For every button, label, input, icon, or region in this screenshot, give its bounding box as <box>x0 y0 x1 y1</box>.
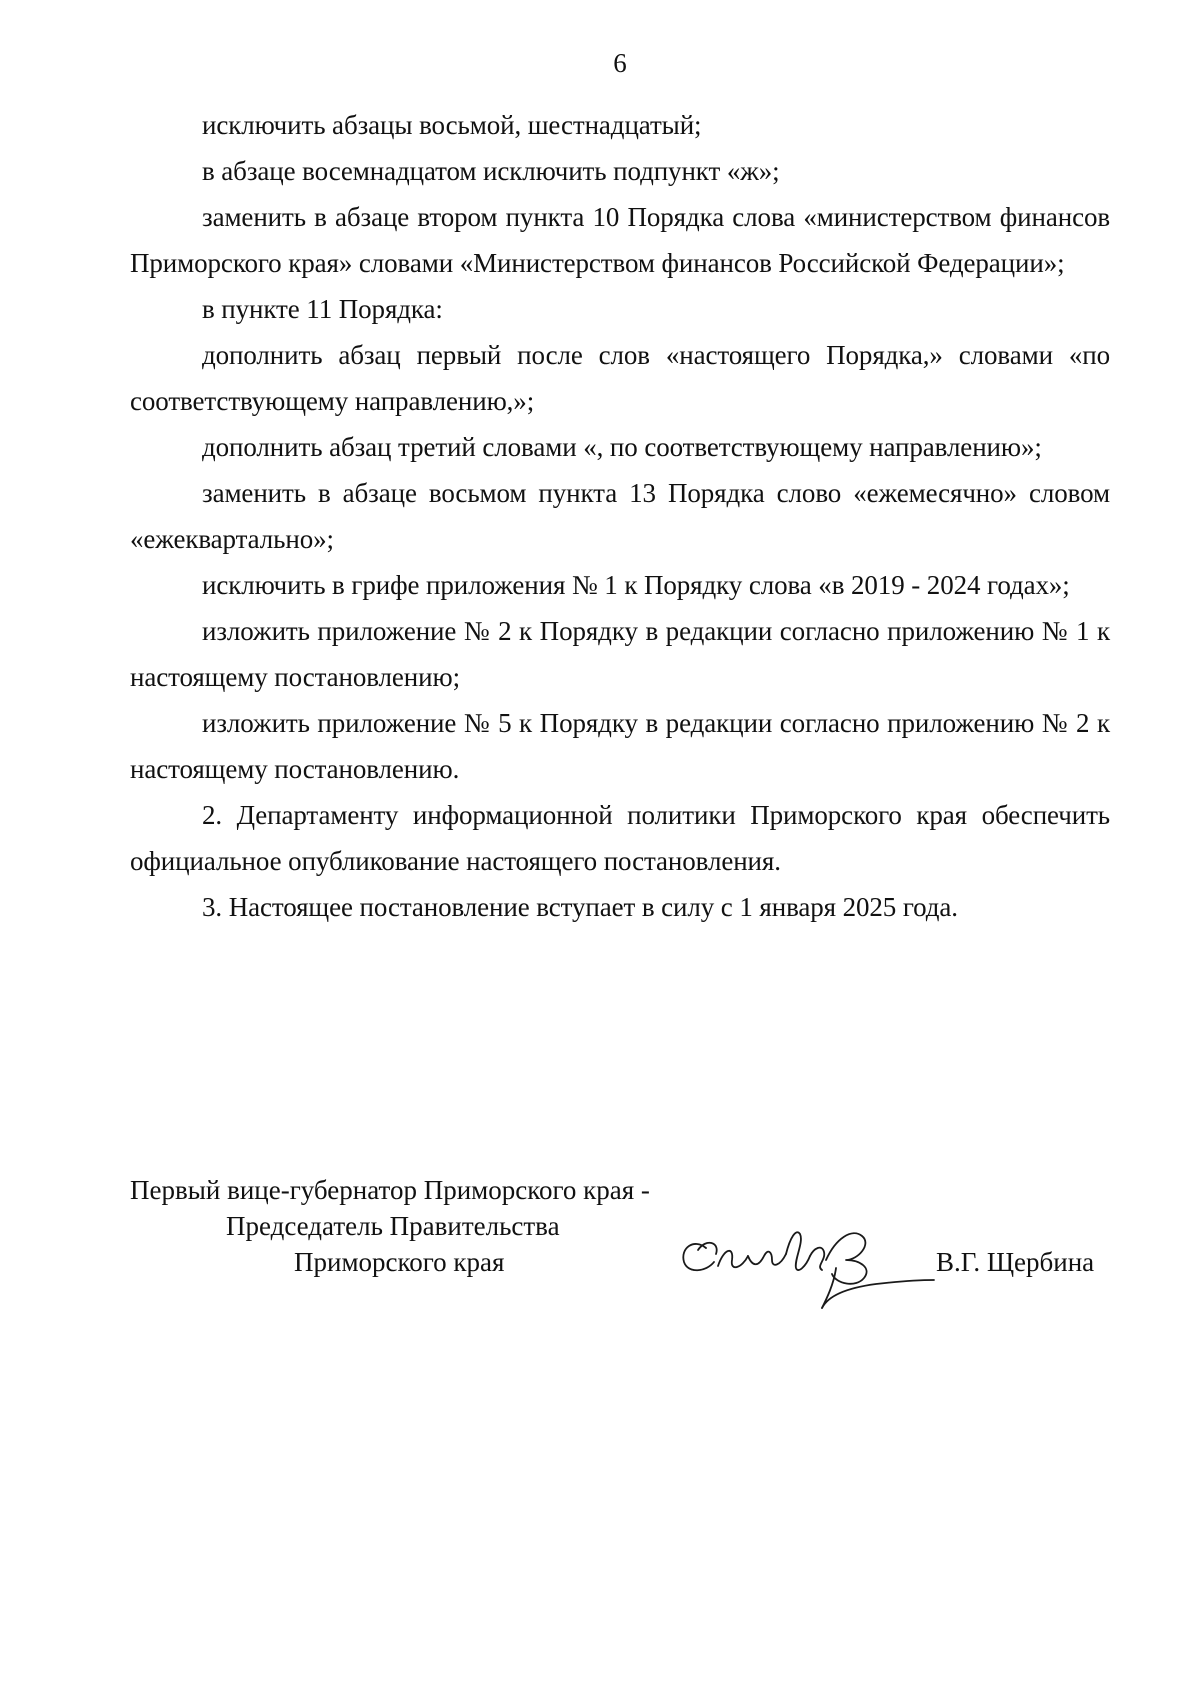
position-line: Председатель Правительства <box>226 1211 560 1241</box>
signature-block <box>130 1172 1110 1322</box>
paragraph: в абзаце восемнадцатом исключить подпункт «ж»; <box>202 156 780 186</box>
paragraph: изложить приложение № 2 к Порядку в редакции согласно приложению № 1 к настоящему постановлению; <box>130 616 1110 692</box>
signatory-position <box>130 1172 730 1280</box>
document-body <box>130 102 1110 930</box>
signatory-name: В.Г. Щербина <box>936 1247 1095 1277</box>
paragraph: 3. Настоящее постановление вступает в силу с 1 января 2025 года. <box>202 892 958 922</box>
handwritten-signature <box>676 1208 936 1318</box>
paragraph: заменить в абзаце втором пункта 10 Порядка слова «министерством финансов Приморского края» словами «Министерством финансов Российской Федерации»; <box>130 202 1110 278</box>
paragraph: исключить в грифе приложения № 1 к Порядку слова «в 2019 - 2024 годах»; <box>202 570 1070 600</box>
paragraph: исключить абзацы восьмой, шестнадцатый; <box>202 110 702 140</box>
paragraph: дополнить абзац третий словами «, по соответствующему направлению»; <box>202 432 1042 462</box>
paragraph: 2. Департаменту информационной политики Приморского края обеспечить официальное опубликование настоящего постановления. <box>130 800 1110 876</box>
paragraph: дополнить абзац первый после слов «настоящего Порядка,» словами «по соответствующему направлению,»; <box>130 340 1110 416</box>
paragraph: изложить приложение № 5 к Порядку в редакции согласно приложению № 2 к настоящему постановлению. <box>130 708 1110 784</box>
page-number: 6 <box>613 48 627 78</box>
position-line: Первый вице-губернатор Приморского края - <box>130 1175 650 1205</box>
paragraph: в пункте 11 Порядка: <box>202 294 443 324</box>
paragraph: заменить в абзаце восьмом пункта 13 Порядка слово «ежемесячно» словом «ежеквартально»; <box>130 478 1110 554</box>
position-line: Приморского края <box>294 1247 505 1277</box>
